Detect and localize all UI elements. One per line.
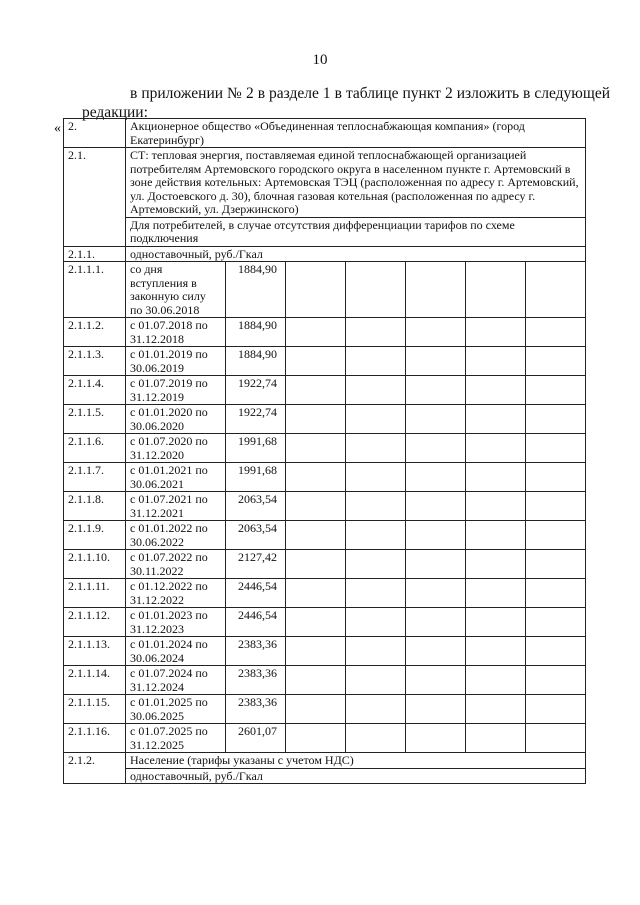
empty-cell: [406, 434, 466, 463]
empty-cell: [286, 666, 346, 695]
empty-cell: [406, 492, 466, 521]
row-value: 1922,74: [226, 405, 286, 434]
intro-text: в приложении № 2 в разделе 1 в таблице пункт 2 изложить в следующей редакции:: [82, 85, 610, 121]
org-num: 2.: [64, 119, 126, 148]
table-row: [64, 695, 586, 724]
row-value: 2601,07: [226, 724, 286, 753]
table-row: [64, 550, 586, 579]
empty-cell: [406, 550, 466, 579]
row-period: с 01.01.2025 по 30.06.2025: [126, 695, 226, 724]
row-num: 2.1.1.14.: [64, 666, 126, 695]
empty-cell: [526, 550, 586, 579]
subsection-num: 2.1.1.: [64, 246, 126, 262]
opening-quote-mark: «: [54, 121, 61, 136]
tariff-table: [63, 118, 586, 784]
empty-cell: [406, 666, 466, 695]
row-num: 2.1.1.8.: [64, 492, 126, 521]
row-period: с 01.01.2022 по 30.06.2022: [126, 521, 226, 550]
empty-cell: [286, 376, 346, 405]
empty-cell: [526, 347, 586, 376]
row-value: 1884,90: [226, 318, 286, 347]
row-value: 2383,36: [226, 637, 286, 666]
empty-cell: [286, 262, 346, 318]
row-period: с 01.01.2019 по 30.06.2019: [126, 347, 226, 376]
row-num: 2.1.1.16.: [64, 724, 126, 753]
row-num: 2.1.1.13.: [64, 637, 126, 666]
empty-cell: [526, 521, 586, 550]
empty-cell: [466, 666, 526, 695]
row-num: 2.1.1.10.: [64, 550, 126, 579]
row-value: 1922,74: [226, 376, 286, 405]
table-row: [64, 608, 586, 637]
empty-cell: [286, 608, 346, 637]
empty-cell: [346, 724, 406, 753]
empty-cell: [406, 637, 466, 666]
empty-cell: [346, 521, 406, 550]
empty-cell: [406, 724, 466, 753]
row-value: 2383,36: [226, 666, 286, 695]
empty-cell: [466, 405, 526, 434]
section-consumers: Для потребителей, в случае отсутствия дифференциации тарифов по схеме подключения: [126, 217, 586, 246]
empty-cell: [466, 347, 526, 376]
row-period: с 01.01.2021 по 30.06.2021: [126, 463, 226, 492]
empty-cell: [526, 724, 586, 753]
empty-cell: [526, 666, 586, 695]
row-num: 2.1.1.4.: [64, 376, 126, 405]
empty-cell: [526, 695, 586, 724]
row-value: 1991,68: [226, 463, 286, 492]
empty-cell: [466, 695, 526, 724]
table-row: [64, 724, 586, 753]
row-period: с 01.07.2020 по 31.12.2020: [126, 434, 226, 463]
empty-cell: [526, 492, 586, 521]
row-period: с 01.01.2024 по 30.06.2024: [126, 637, 226, 666]
row-num: 2.1.1.5.: [64, 405, 126, 434]
row-num: 2.1.1.12.: [64, 608, 126, 637]
empty-cell: [526, 376, 586, 405]
row-num: 2.1.1.6.: [64, 434, 126, 463]
empty-cell: [466, 521, 526, 550]
table-row: [64, 347, 586, 376]
row-period: с 01.07.2024 по 31.12.2024: [126, 666, 226, 695]
empty-cell: [286, 347, 346, 376]
empty-cell: [286, 492, 346, 521]
empty-cell: [526, 637, 586, 666]
empty-cell: [406, 376, 466, 405]
empty-cell: [466, 376, 526, 405]
empty-cell: [406, 262, 466, 318]
empty-cell: [526, 318, 586, 347]
empty-cell: [286, 637, 346, 666]
table-row: [64, 405, 586, 434]
table-row: [64, 376, 586, 405]
row-value: 2127,42: [226, 550, 286, 579]
empty-cell: [466, 637, 526, 666]
empty-cell: [406, 347, 466, 376]
row-period: с 01.07.2019 по 31.12.2019: [126, 376, 226, 405]
row-value: 2383,36: [226, 695, 286, 724]
empty-cell: [406, 463, 466, 492]
row-period: с 01.01.2020 по 30.06.2020: [126, 405, 226, 434]
subsection-label: одноставочный, руб./Гкал: [126, 246, 586, 262]
section-num: 2.1.: [64, 148, 126, 247]
population-row: [64, 753, 586, 769]
population-label: Население (тарифы указаны с учетом НДС): [126, 753, 586, 769]
row-num: 2.1.1.2.: [64, 318, 126, 347]
empty-cell: [466, 608, 526, 637]
empty-cell: [286, 550, 346, 579]
row-value: 1884,90: [226, 347, 286, 376]
empty-cell: [286, 579, 346, 608]
empty-cell: [346, 608, 406, 637]
table-row: [64, 579, 586, 608]
empty-cell: [346, 550, 406, 579]
empty-cell: [406, 608, 466, 637]
empty-cell: [466, 434, 526, 463]
population-sub-label: одноставочный, руб./Гкал: [126, 768, 586, 784]
empty-cell: [406, 318, 466, 347]
section-row: [64, 148, 586, 218]
row-period: с 01.07.2025 по 31.12.2025: [126, 724, 226, 753]
subsection-row: [64, 246, 586, 262]
population-num: 2.1.2.: [64, 753, 126, 784]
empty-cell: [286, 695, 346, 724]
empty-cell: [526, 262, 586, 318]
row-num: 2.1.1.7.: [64, 463, 126, 492]
empty-cell: [526, 434, 586, 463]
row-num: 2.1.1.9.: [64, 521, 126, 550]
empty-cell: [286, 318, 346, 347]
table-row: [64, 434, 586, 463]
row-period: со дня вступления в законную силу по 30.06.2018: [126, 262, 226, 318]
table-row: [64, 262, 586, 318]
empty-cell: [406, 405, 466, 434]
empty-cell: [466, 550, 526, 579]
empty-cell: [346, 463, 406, 492]
empty-cell: [526, 579, 586, 608]
empty-cell: [526, 608, 586, 637]
table-row: [64, 492, 586, 521]
empty-cell: [466, 262, 526, 318]
empty-cell: [406, 521, 466, 550]
empty-cell: [526, 405, 586, 434]
row-value: 1991,68: [226, 434, 286, 463]
row-period: с 01.07.2018 по 31.12.2018: [126, 318, 226, 347]
population-sub-row: [64, 768, 586, 784]
row-value: 2446,54: [226, 608, 286, 637]
row-period: с 01.07.2021 по 31.12.2021: [126, 492, 226, 521]
empty-cell: [346, 318, 406, 347]
empty-cell: [346, 434, 406, 463]
row-num: 2.1.1.1.: [64, 262, 126, 318]
empty-cell: [346, 666, 406, 695]
empty-cell: [286, 434, 346, 463]
empty-cell: [466, 579, 526, 608]
empty-cell: [406, 695, 466, 724]
empty-cell: [346, 492, 406, 521]
empty-cell: [286, 724, 346, 753]
row-num: 2.1.1.15.: [64, 695, 126, 724]
empty-cell: [286, 463, 346, 492]
org-name: Акционерное общество «Объединенная теплоснабжающая компания» (город Екатеринбург): [126, 119, 586, 148]
row-period: с 01.07.2022 по 30.11.2022: [126, 550, 226, 579]
row-period: с 01.01.2023 по 31.12.2023: [126, 608, 226, 637]
table-row: [64, 521, 586, 550]
table-row: [64, 666, 586, 695]
table-row: [64, 463, 586, 492]
empty-cell: [466, 724, 526, 753]
page-number: 10: [312, 52, 328, 68]
row-period: с 01.12.2022 по 31.12.2022: [126, 579, 226, 608]
empty-cell: [346, 376, 406, 405]
empty-cell: [406, 579, 466, 608]
empty-cell: [346, 579, 406, 608]
section-description: СТ: тепловая энергия, поставляемая единой теплоснабжающей организацией потребителям Артемовского городского округа в населенном пункте г. Артемовский в зоне действия котельных: Артемовская ТЭЦ (расположенная по адресу г. Артемовский, ул. Достоевского д. 30), блочная газовая котельная (расположенная по адресу г. Артемовский, ул. Дзержинского): [126, 148, 586, 218]
table-row: [64, 318, 586, 347]
empty-cell: [346, 695, 406, 724]
empty-cell: [466, 492, 526, 521]
empty-cell: [466, 318, 526, 347]
empty-cell: [526, 463, 586, 492]
empty-cell: [346, 347, 406, 376]
empty-cell: [466, 463, 526, 492]
empty-cell: [346, 405, 406, 434]
row-value: 1884,90: [226, 262, 286, 318]
empty-cell: [346, 262, 406, 318]
row-value: 2063,54: [226, 492, 286, 521]
row-value: 2446,54: [226, 579, 286, 608]
empty-cell: [286, 521, 346, 550]
table-row: [64, 637, 586, 666]
empty-cell: [286, 405, 346, 434]
row-num: 2.1.1.11.: [64, 579, 126, 608]
row-value: 2063,54: [226, 521, 286, 550]
empty-cell: [346, 637, 406, 666]
row-num: 2.1.1.3.: [64, 347, 126, 376]
consumers-row: [64, 217, 586, 246]
org-row: [64, 119, 586, 148]
